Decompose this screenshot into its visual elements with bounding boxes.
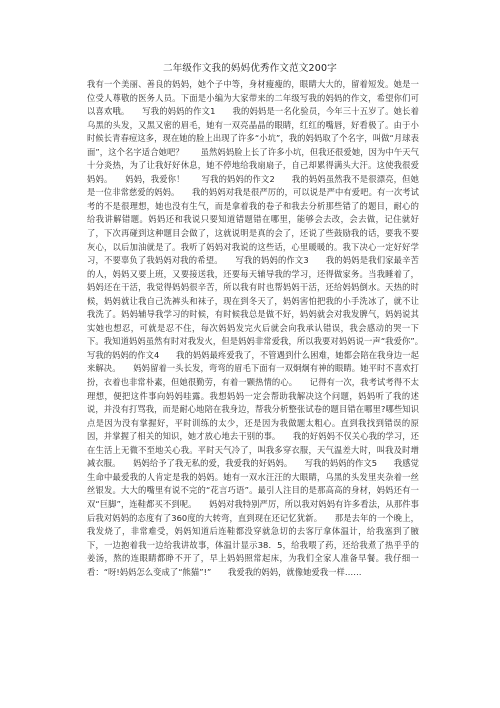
document-body bbox=[87, 78, 436, 579]
document-title: 二年级作文我的妈妈优秀作文范文200字 bbox=[163, 63, 337, 74]
body-paragraph: 我有一个美丽、善良的妈妈，她个子中等，身材瘦瘦的，眼睛大大的，留着短发。她是一位受人尊敬的医务人员。下面是小编为大家带来的二年级写我的妈妈的作文，希望你们可以喜欢哦。 写我的妈妈的作文1 我的妈妈是一名化验员，今年三十五岁了。她长着乌黑的头发，又黑又密的眉毛，她有一双亮晶晶的眼睛，红红的嘴唇，好看极了。由于小时候长青春痘这多，现在她的脸上出现了许多“小坑”，我的妈妈取了个名字，叫做“月球表面”，这个名字适合她吧？ 虽然妈妈脸上长了许多小坑，但我还很爱她，因为中午天气十分炎热，为了让我好好休息，她不停地给我扇扇子，自己却累得满头大汗。这使我很爱妈妈。 妈妈，我爱你！ 写我的妈妈的作文2 我的妈妈虽然我不是很漂亮，但她是一位非常慈爱的妈妈。 我的妈妈对我是很严厉的，可以说是严中有爱吧。有一次考试考的不是很理想，她也没有生气，而是拿着我的卷子和我去分析那些错了的题目，耐心的给我讲解错题。妈妈还和我说只要知道错题错在哪里，能够会去改，会去做，记住就好了，下次再碰到这种题目会做了，这就说明是真的会了，还说了些鼓励我的话，要我不要灰心，以后加油就是了。我听了妈妈对我说的这些话，心里暖暖的。我下决心一定好好学习，不要辜负了我妈妈对我的希望。 写我的妈妈的作文3 我的妈妈是我们家最辛苦的人，妈妈又要上班，又要接送我，还要每天辅导我的学习，还得做家务。当我睡着了，妈妈还在干活，我觉得妈妈很辛苦，所以我有时也帮妈妈干活，还给妈妈倒水。天热的时候，妈妈就让我自己洗裤头和袜子，现在到冬天了，妈妈害怕把我的小手洗冰了，就不让我洗了。妈妈辅导我学习的时候，有时候我总是做不好，妈妈就会对我发脾气，妈妈说其实她也想忍，可就是忍不住，每次妈妈发完火后就会向我承认错误，我会感动的哭一下下。我知道妈妈虽然有时对我发火，但是妈妈非常爱我，所以我要对妈妈说一声“我爱你”。 写我的妈妈的作文4 我的妈妈最疼爱我了，不管遇到什么困难，她都会陪在我身边一起来解决。 妈妈留着一头长发，弯弯的眉毛下面有一双炯炯有神的眼睛。她平时不喜欢打扮，衣着也非常朴素，但她很勤劳，有着一颗热情的心。 记得有一次，我考试考得不太理想，便把这件事向妈妈哇露。我想妈妈一定会帮助我解决这个问题，妈妈听了我的述说，并没有打骂我，而是耐心地陪在我身边，帮我分析整张试卷的题目错在哪里?哪些知识点是因为没有掌握好，平时训练的太少，还是因为我做题太粗心。直到我找到错误的原因，并掌握了相关的知识，她才放心地去干别的事。 我的好妈妈不仅关心我的学习，还在生活上无微不至地关心我。平时天气冷了，叫我多穿衣服，天气温差大时，叫我及时增减衣服。 妈妈给予了我无私的爱，我爱我的好妈妈。 写我的妈妈的作文5 我感觉生命中最爱我的人肯定是我的妈妈。她有一双水汪汪的大眼睛，乌黑的头发里夹杂着一丝丝银发。大大的嘴里有说不完的“花言巧语”。最引人注目的是那高高的身材，妈妈还有一双“巨脚”，连鞋都买不到呢。 妈妈对我特别严厉，所以我对妈妈有许多看法，从那件事后我对妈妈的态度有了360度的大转弯，直到现在还记忆犹新。 那是去年的一个晚上，我发烧了，非常难受，妈妈知道后连鞋都没穿就急切的去客厅拿体温计，给我塞到了腋下，一边抱着我一边给我讲故事，体温计显示38．5，给我喂了药，还给我煮了热乎乎的姜汤，熬的连眼睛都睁不开了，早上妈妈照常起床，为我们全家人准备早餐。我仔细一看：“呀!妈妈怎么变成了“熊猫”!” 我爱我的妈妈，就像她爱我一样…… bbox=[87, 79, 436, 577]
